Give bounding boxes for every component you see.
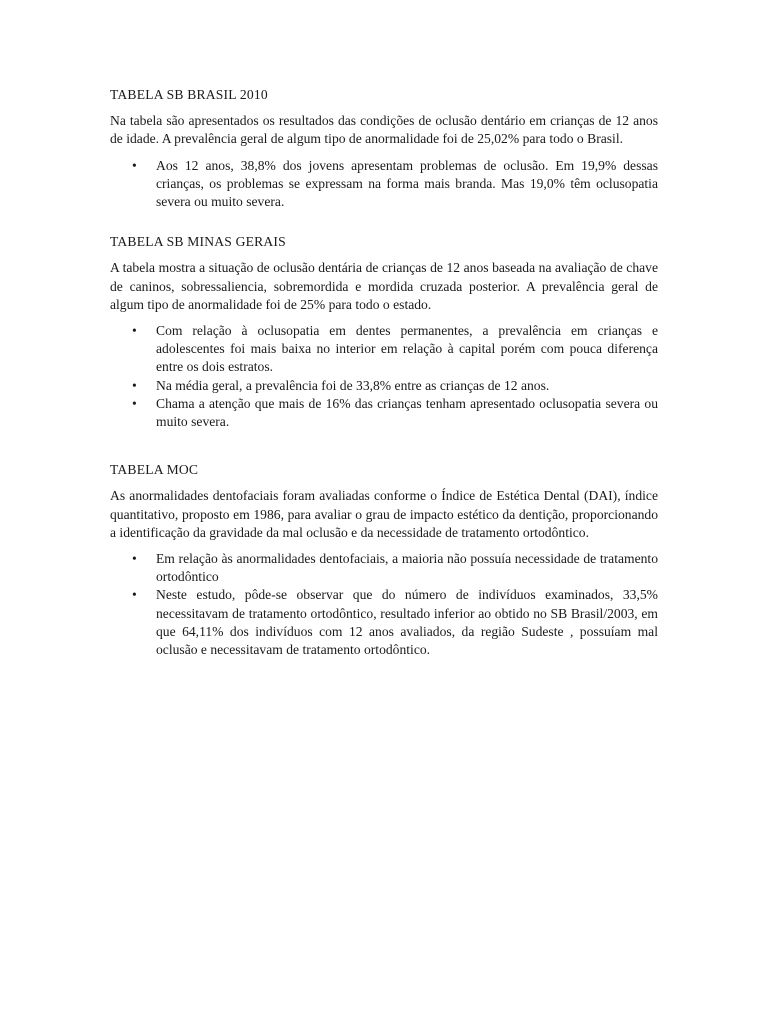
section-sb-brasil-2010 (110, 86, 658, 211)
section-paragraph: As anormalidades dentofaciais foram avaliadas conforme o Índice de Estética Dental (DAI), índice quantitativo, proposto em 1986, para avaliar o grau de impacto estético da dentição, proporcionando a identificação da gravidade da mal oclusão e da necessidade de tratamento ortodôntico. (110, 488, 658, 540)
bullet-icon: • (132, 157, 137, 173)
bullet-list (110, 550, 658, 659)
document-body (110, 86, 658, 659)
bullet-icon: • (132, 587, 137, 603)
bullet-item (110, 157, 658, 212)
section-paragraph: A tabela mostra a situação de oclusão dentária de crianças de 12 anos baseada na avaliação de chave de caninos, sobressaliencia, sobremordida e mordida cruzada posterior. A prevalência geral de algum tipo de anormalidade foi de 25% para todo o estado. (110, 260, 658, 312)
section-sb-minas-gerais (110, 233, 658, 431)
bullet-item (110, 550, 658, 586)
bullet-text: Chama a atenção que mais de 16% das crianças tenham apresentado oclusopatia severa ou muito severa. (156, 395, 658, 430)
bullet-icon: • (132, 323, 137, 339)
bullet-list (110, 157, 658, 212)
bullet-text: Neste estudo, pôde-se observar que do número de indivíduos examinados, 33,5% necessitavam de tratamento ortodôntico, resultado inferior ao obtido no SB Brasil/2003, em que 64,11% dos indivíduos com 12 anos avaliados, da região Sudeste , possuíam mal oclusão e necessitavam de tratamento ortodôntico. (156, 587, 658, 658)
section-heading: TABELA SB MINAS GERAIS (110, 234, 286, 250)
bullet-text: Na média geral, a prevalência foi de 33,8% entre as crianças de 12 anos. (156, 377, 550, 393)
bullet-icon: • (132, 551, 137, 567)
bullet-icon: • (132, 377, 137, 393)
bullet-item (110, 586, 658, 659)
bullet-icon: • (132, 395, 137, 411)
section-heading: TABELA SB BRASIL 2010 (110, 87, 268, 102)
section-heading: TABELA MOC (110, 462, 199, 478)
section-paragraph: Na tabela são apresentados os resultados das condições de oclusão dentário em crianças de 12 anos de idade. A prevalência geral de algum tipo de anormalidade foi de 25,02% para todo o Brasil. (110, 113, 658, 147)
bullet-list (110, 322, 658, 431)
bullet-item (110, 395, 658, 431)
section-moc (110, 461, 658, 659)
bullet-text: Em relação às anormalidades dentofaciais, a maioria não possuía necessidade de tratamento ortodôntico (156, 551, 658, 585)
bullet-text: Aos 12 anos, 38,8% dos jovens apresentam problemas de oclusão. Em 19,9% dessas crianças, os problemas se expressam na forma mais branda. Mas 19,0% têm oclusopatia severa ou muito severa. (156, 157, 658, 210)
bullet-item (110, 322, 658, 377)
bullet-item (110, 377, 658, 395)
bullet-text: Com relação à oclusopatia em dentes permanentes, a prevalência em crianças e adolescentes foi mais baixa no interior em relação à capital porém com pouca diferença entre os dois estratos. (156, 323, 658, 375)
